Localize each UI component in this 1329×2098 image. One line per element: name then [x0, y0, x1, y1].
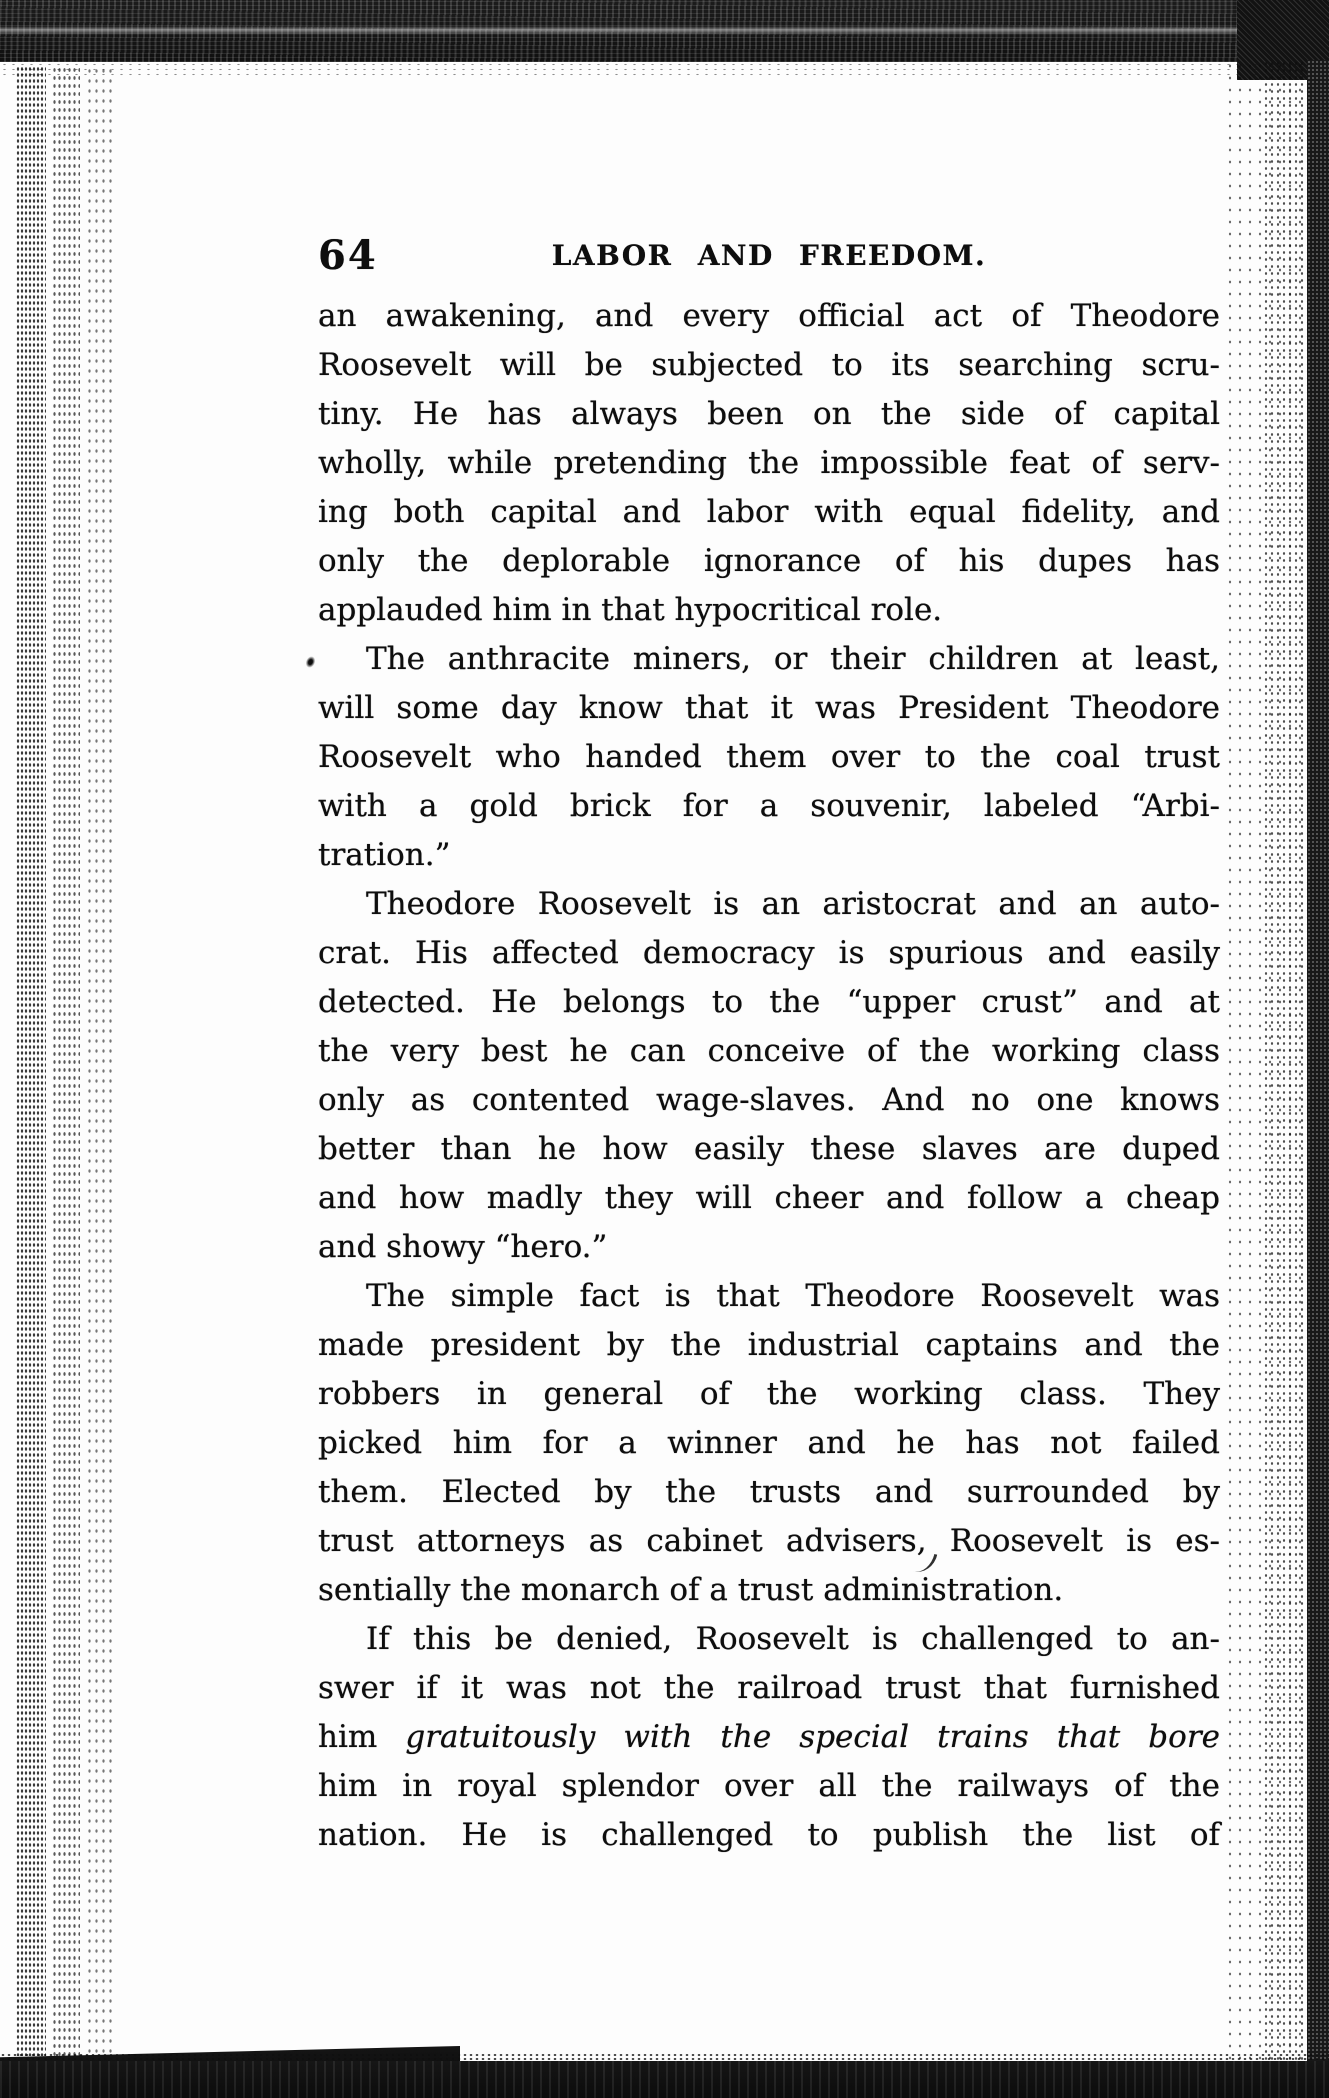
scan-artifact [304, 655, 317, 670]
page-edge-dark-strip [1307, 60, 1329, 2064]
text-segment: him [318, 1719, 406, 1755]
text-line: sentially the monarch of a trust administration. [318, 1572, 1064, 1608]
text-line: Roosevelt who handed them over to the coal trust [318, 739, 1220, 775]
text-line: an awakening, and every official act of Theodore [318, 298, 1220, 334]
text-line: them. Elected by the trusts and surrounded by [318, 1474, 1220, 1510]
text-line: nation. He is challenged to publish the list of [318, 1817, 1220, 1853]
text-line: and how madly they will cheer and follow a cheap [318, 1180, 1220, 1216]
text-line: and showy “hero.” [318, 1229, 608, 1265]
text-line [318, 1713, 1220, 1762]
italic-phrase: gratuitously with the special trains that bore [405, 1719, 1220, 1755]
text-line: applauded him in that hypocritical role. [318, 592, 943, 628]
text-line: The simple fact is that Theodore Roosevelt was [366, 1278, 1220, 1314]
text-line: crat. His affected democracy is spurious and easily [318, 935, 1220, 971]
text-line: only as contented wage-slaves. And no one knows [318, 1082, 1220, 1118]
text-line: The anthracite miners, or their children at least, [366, 641, 1220, 677]
text-line: only the deplorable ignorance of his dupes has [318, 543, 1220, 579]
text-line: tiny. He has always been on the side of capital [318, 396, 1220, 432]
page-edge-dots-mid [1263, 60, 1309, 2064]
book-binding-texture [14, 66, 118, 2056]
text-line: with a gold brick for a souvenir, labeled “Arbi- [318, 788, 1220, 824]
paragraph [318, 635, 1220, 880]
text-line: detected. He belongs to the “upper crust” and at [318, 984, 1220, 1020]
scan-top-speckle [0, 62, 1329, 77]
scan-bottom-edge [0, 2061, 1329, 2098]
text-line: picked him for a winner and he has not failed [318, 1425, 1220, 1461]
text-line: Roosevelt will be subjected to its searching scru- [318, 347, 1220, 383]
paragraph [318, 1272, 1220, 1615]
text-line: trust attorneys as cabinet advisers, Roosevelt is es- [318, 1523, 1220, 1559]
paragraph [318, 1615, 1220, 1860]
scan-top-edge [0, 0, 1329, 62]
binding-dot-column [52, 66, 80, 2056]
text-line: tration.” [318, 837, 451, 873]
text-line: ing both capital and labor with equal fidelity, and [318, 494, 1220, 530]
paragraph [318, 880, 1220, 1272]
binding-dot-column [86, 66, 116, 2056]
text-line: swer if it was not the railroad trust that furnished [318, 1670, 1220, 1706]
page-number: 64 [318, 232, 378, 279]
text-line: Theodore Roosevelt is an aristocrat and an auto- [366, 886, 1220, 922]
page-edge-texture [1225, 60, 1329, 2064]
text-line: him in royal splendor over all the railways of the [318, 1768, 1220, 1804]
text-line: wholly, while pretending the impossible feat of serv- [318, 445, 1220, 481]
text-line: will some day know that it was President Theodore [318, 690, 1220, 726]
text-line: made president by the industrial captains and the [318, 1327, 1220, 1363]
binding-dot-column [16, 66, 46, 2056]
text-line: better than he how easily these slaves are duped [318, 1131, 1220, 1167]
paragraph [318, 292, 1220, 635]
text-line: the very best he can conceive of the working class [318, 1033, 1220, 1069]
text-line: robbers in general of the working class. They [318, 1376, 1220, 1412]
page-header [318, 230, 1220, 286]
running-title: LABOR AND FREEDOM. [551, 239, 987, 272]
text-line: If this be denied, Roosevelt is challenged to an- [366, 1621, 1220, 1657]
text-block [318, 292, 1220, 1860]
